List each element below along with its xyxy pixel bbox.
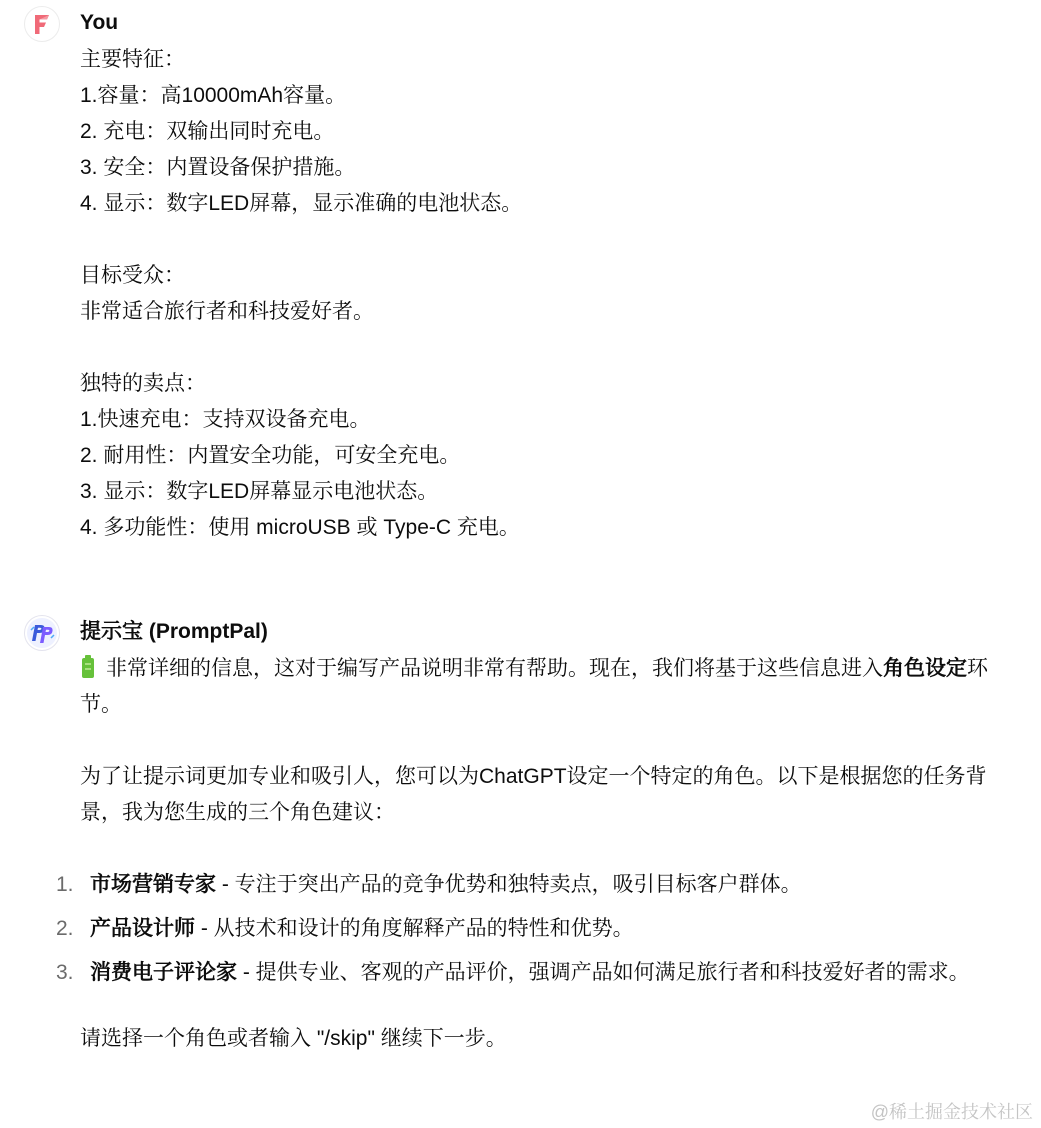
role-description: - 提供专业、客观的产品评价，强调产品如何满足旅行者和科技爱好者的需求。 [237,961,970,984]
intro-bold-text: 角色设定 [883,657,967,680]
message-line [80,222,1001,258]
message-body [56,651,1001,1057]
list-number: 3. [56,961,74,984]
message-line: 1.容量：高10000mAh容量。 [80,84,347,107]
list-item [56,911,1001,947]
intro-text: 非常详细的信息，这对于编写产品说明非常有帮助。现在，我们将基于这些信息进入 [106,657,883,680]
list-item [56,955,1001,991]
message-line: 非常适合旅行者和科技爱好者。 [80,300,374,323]
role-title: 产品设计师 [90,917,195,940]
message-body [80,42,1001,546]
letter-f-logo-icon [25,7,59,41]
message-author: You [80,11,119,34]
intro-text-end: 环节。 [80,657,988,716]
message-line: 3. 安全：内置设备保护措施。 [80,156,356,179]
user-avatar [24,6,60,42]
role-list [56,867,1001,991]
role-description: - 专注于突出产品的竞争优势和独特卖点，吸引目标客户群体。 [216,873,802,896]
message-line: 3. 显示：数字LED屏幕显示电池状态。 [80,480,439,503]
role-title: 市场营销专家 [90,873,216,896]
message-line: 4. 多功能性：使用 microUSB 或 Type-C 充电。 [80,516,520,539]
role-title: 消费电子评论家 [90,961,237,984]
message-line [80,330,1001,366]
message-author: 提示宝 (PromptPal) [80,620,268,643]
intro-paragraph [80,651,1001,723]
battery-icon [82,658,94,678]
list-item [56,867,1001,903]
message-line: 2. 充电：双输出同时充电。 [80,120,335,143]
message-line: 2. 耐用性：内置安全功能，可安全充电。 [80,444,461,467]
message-line: 主要特征： [80,48,185,71]
assistant-avatar [24,615,60,651]
message-line: 1.快速充电：支持双设备充电。 [80,408,371,431]
list-number: 1. [56,873,74,896]
watermark: @稀土掘金技术社区 [870,1102,1033,1122]
message-line: 独特的卖点： [80,372,206,395]
closing-paragraph: 请选择一个角色或者输入 "/skip" 继续下一步。 [80,1027,507,1050]
promptpal-logo-icon [25,616,59,650]
role-description: - 从技术和设计的角度解释产品的特性和优势。 [195,917,634,940]
list-number: 2. [56,917,74,940]
message-line: 目标受众： [80,264,185,287]
message-line: 4. 显示：数字LED屏幕，显示准确的电池状态。 [80,192,523,215]
context-paragraph: 为了让提示词更加专业和吸引人，您可以为ChatGPT设定一个特定的角色。以下是根据您的任务背景，我为您生成的三个角色建议： [80,765,987,824]
